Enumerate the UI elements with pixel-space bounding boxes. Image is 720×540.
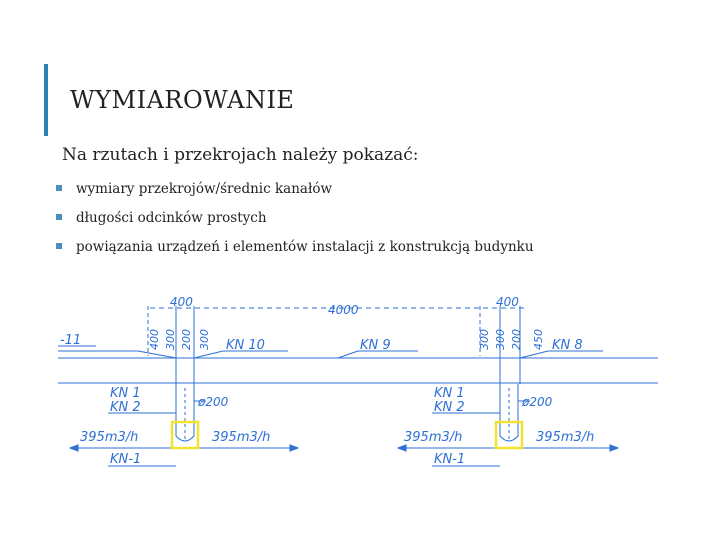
bullet-item [56,236,534,265]
dim-4000: 4000 [328,303,359,317]
label-flow: 395m3/h [404,430,463,445]
label-flow: 395m3/h [212,430,271,445]
vert-dim-right: 200 [510,329,523,350]
bullet-text: powiązania urządzeń i elementów instalacji z konstrukcją budynku [76,239,534,255]
label-flow: 395m3/h [80,430,139,445]
accent-bar [44,64,48,136]
label-left-edge: -11 [60,333,82,348]
vert-dim-left: 400 [148,329,161,350]
vert-dim-left: 300 [198,329,211,350]
label-kn8: KN 8 [552,338,583,353]
bullet-square-icon [56,243,62,249]
drawing-stroke [520,351,548,358]
drawing-stroke [398,445,406,451]
drawing-stroke [610,445,618,451]
drawing-stroke [338,351,358,358]
bullet-square-icon [56,214,62,220]
slide-title: WYMIAROWANIE [70,86,295,114]
bullet-item [56,207,534,236]
vert-dim-right: 450 [532,329,545,350]
dim-400-right: 400 [496,296,519,309]
vert-dim-left: 200 [180,329,193,350]
vert-dim-right: 300 [494,329,507,350]
intro-text: Na rzutach i przekrojach należy pokazać: [62,145,419,165]
label-kn10: KN 10 [226,338,265,353]
bullet-square-icon [56,185,62,191]
label-dia-left: ø200 [198,395,229,409]
label-kn9: KN 9 [360,338,391,353]
dim-400-left: 400 [170,296,193,309]
bullet-item [56,178,534,207]
drawing-stroke [194,351,223,358]
bullet-text: wymiary przekrojów/średnic kanałów [76,181,333,197]
bullet-list [56,178,534,265]
label-kn1-bottom-right: KN-1 [434,452,466,467]
label-dia-right: ø200 [522,395,553,409]
label-kn1-right: KN 1 [434,386,465,401]
drawing-stroke [290,445,298,451]
label-flow: 395m3/h [536,430,595,445]
vert-dim-right: 300 [478,329,491,350]
technical-drawing [58,296,658,476]
bullet-text: długości odcinków prostych [76,210,267,226]
label-kn1-bottom-left: KN-1 [110,452,142,467]
drawing-stroke [138,351,176,358]
label-kn2-right: KN 2 [434,400,465,415]
drawing-stroke [70,445,78,451]
label-kn2-left: KN 2 [110,400,141,415]
label-kn1-left: KN 1 [110,386,141,401]
vert-dim-left: 300 [164,329,177,350]
